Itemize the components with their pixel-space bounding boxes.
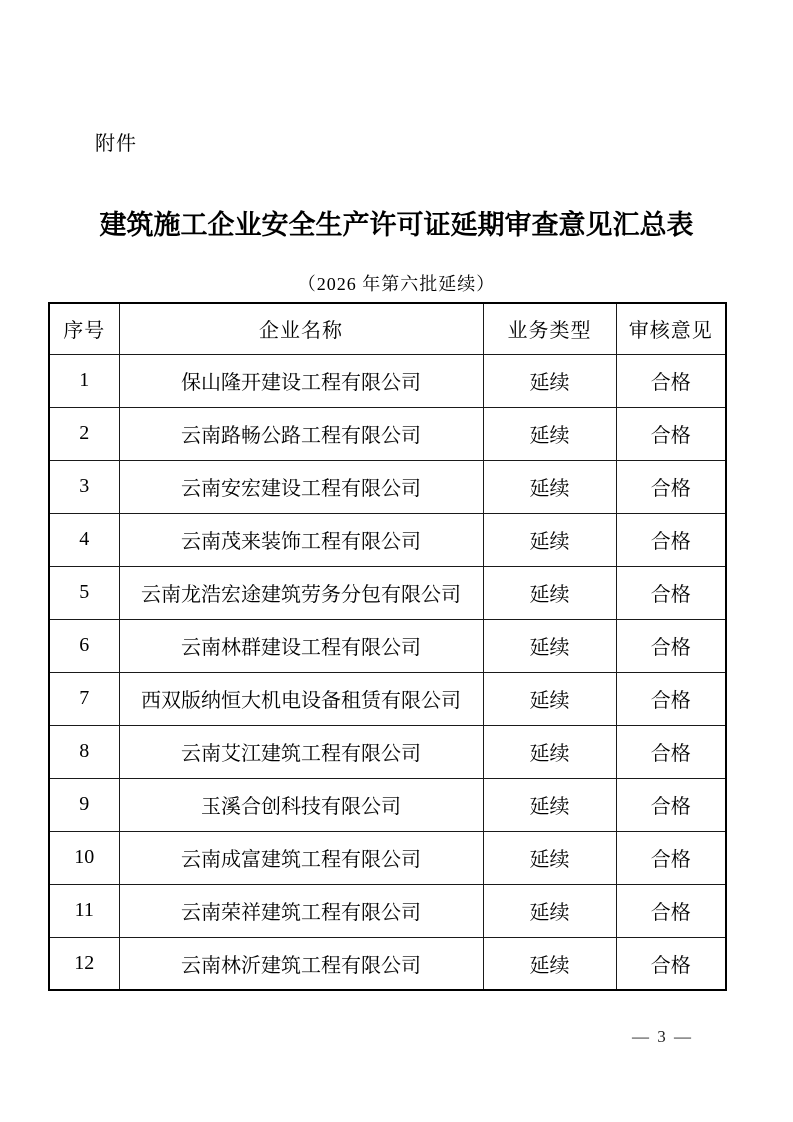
cell-opinion: 合格 (616, 566, 726, 619)
cell-company: 云南龙浩宏途建筑劳务分包有限公司 (119, 566, 483, 619)
column-header-type: 业务类型 (483, 303, 616, 354)
cell-opinion: 合格 (616, 354, 726, 407)
document-subtitle: （2026 年第六批延续） (297, 274, 496, 294)
cell-seq: 3 (49, 460, 119, 513)
cell-type: 延续 (483, 778, 616, 831)
cell-seq: 1 (49, 354, 119, 407)
table-header (49, 303, 726, 354)
cell-company: 玉溪合创科技有限公司 (119, 778, 483, 831)
cell-opinion: 合格 (616, 725, 726, 778)
cell-type: 延续 (483, 566, 616, 619)
table-row (49, 354, 726, 407)
table-row (49, 513, 726, 566)
table-row (49, 884, 726, 937)
column-header-company: 企业名称 (119, 303, 483, 354)
table-row (49, 460, 726, 513)
document-title: 建筑施工企业安全生产许可证延期审查意见汇总表 (99, 210, 694, 241)
cell-opinion: 合格 (616, 460, 726, 513)
review-summary-table (48, 302, 727, 991)
table-row (49, 937, 726, 990)
cell-opinion: 合格 (616, 672, 726, 725)
cell-type: 延续 (483, 407, 616, 460)
cell-company: 云南林群建设工程有限公司 (119, 619, 483, 672)
cell-seq: 11 (49, 884, 119, 937)
cell-seq: 8 (49, 725, 119, 778)
cell-opinion: 合格 (616, 513, 726, 566)
cell-company: 云南荣祥建筑工程有限公司 (119, 884, 483, 937)
cell-company: 云南林沂建筑工程有限公司 (119, 937, 483, 990)
cell-seq: 12 (49, 937, 119, 990)
cell-type: 延续 (483, 831, 616, 884)
cell-seq: 5 (49, 566, 119, 619)
cell-seq: 10 (49, 831, 119, 884)
cell-type: 延续 (483, 937, 616, 990)
cell-company: 云南成富建筑工程有限公司 (119, 831, 483, 884)
cell-seq: 7 (49, 672, 119, 725)
cell-opinion: 合格 (616, 619, 726, 672)
cell-type: 延续 (483, 884, 616, 937)
cell-company: 云南艾江建筑工程有限公司 (119, 725, 483, 778)
cell-type: 延续 (483, 354, 616, 407)
cell-type: 延续 (483, 672, 616, 725)
cell-company: 云南安宏建设工程有限公司 (119, 460, 483, 513)
cell-seq: 4 (49, 513, 119, 566)
cell-opinion: 合格 (616, 407, 726, 460)
table-row (49, 778, 726, 831)
cell-opinion: 合格 (616, 831, 726, 884)
cell-opinion: 合格 (616, 937, 726, 990)
cell-type: 延续 (483, 460, 616, 513)
table-header-row (49, 303, 726, 354)
cell-opinion: 合格 (616, 884, 726, 937)
table-row (49, 672, 726, 725)
table-row (49, 566, 726, 619)
cell-type: 延续 (483, 619, 616, 672)
column-header-seq: 序号 (49, 303, 119, 354)
cell-opinion: 合格 (616, 778, 726, 831)
cell-company: 保山隆开建设工程有限公司 (119, 354, 483, 407)
cell-company: 西双版纳恒大机电设备租赁有限公司 (119, 672, 483, 725)
cell-type: 延续 (483, 513, 616, 566)
column-header-opinion: 审核意见 (616, 303, 726, 354)
cell-company: 云南茂来装饰工程有限公司 (119, 513, 483, 566)
cell-type: 延续 (483, 725, 616, 778)
cell-company: 云南路畅公路工程有限公司 (119, 407, 483, 460)
cell-seq: 6 (49, 619, 119, 672)
table-row (49, 407, 726, 460)
page-number: — 3 — (632, 1027, 693, 1046)
table-row (49, 619, 726, 672)
cell-seq: 9 (49, 778, 119, 831)
table-row (49, 725, 726, 778)
cell-seq: 2 (49, 407, 119, 460)
table-body (49, 354, 726, 990)
table-row (49, 831, 726, 884)
attachment-label: 附件 (95, 133, 137, 155)
